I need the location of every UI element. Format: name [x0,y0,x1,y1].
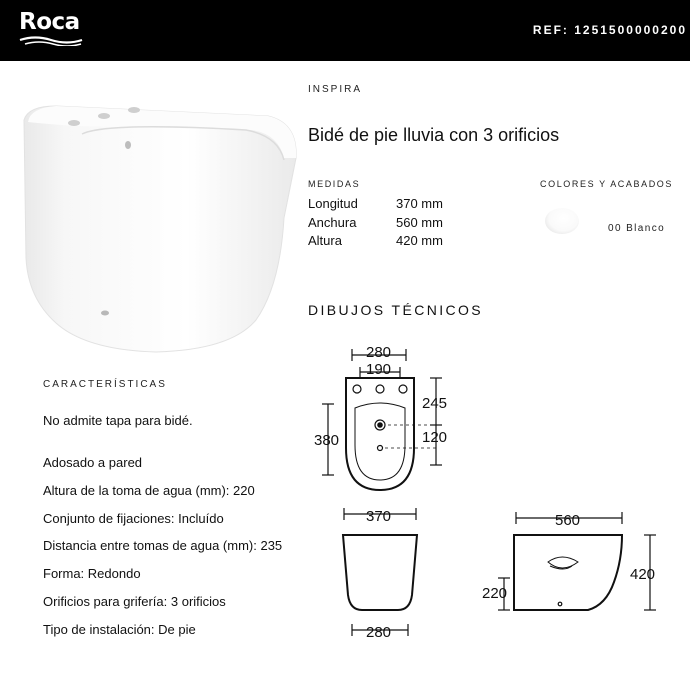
colores-heading: COLORES Y ACABADOS [540,179,674,189]
feature-item: Forma: Redondo [43,566,141,581]
caracteristicas-heading: CARACTERÍSTICAS [43,379,167,390]
medida-row [308,232,443,251]
dim-top-245: 245 [422,395,448,412]
medidas-table [308,195,443,251]
dim-side-length: 560 [555,512,581,529]
technical-drawings [300,330,690,650]
feature-item: Distancia entre tomas de agua (mm): 235 [43,538,283,553]
color-name: 00 Blanco [608,223,666,234]
product-image [16,98,300,360]
medida-label: Altura [308,233,342,248]
feature-item: Adosado a pared [43,455,143,470]
reference-number: REF: 1251500000200 [532,23,687,37]
logo-wave-icon [19,36,83,46]
technical-drawings-heading: DIBUJOS TÉCNICOS [308,302,484,318]
dim-side-inlet: 220 [482,585,508,602]
dim-front-bottom-width: 280 [366,624,392,641]
dim-side-height: 420 [630,566,656,583]
feature-item: Altura de la toma de agua (mm): 220 [43,483,255,498]
medidas-heading: MEDIDAS [308,179,361,189]
product-series: INSPIRA [308,84,363,95]
feature-item: Conjunto de fijaciones: Incluído [43,511,224,526]
dim-top-120: 120 [422,429,448,446]
feature-item: Tipo de instalación: De pie [43,622,196,637]
feature-item: Orificios para grifería: 3 orificios [43,594,226,609]
roca-logo[interactable] [19,8,80,36]
header-bar [0,0,690,61]
medida-row [308,214,443,233]
dim-top-depth: 380 [314,432,340,449]
dim-top-outer-width: 280 [366,344,392,361]
medida-value: 370 mm [396,196,443,211]
medida-label: Anchura [308,214,357,230]
medida-value: 560 mm [396,214,443,230]
medida-row [308,195,443,214]
dim-top-inner-width: 190 [366,361,392,378]
product-title: Bidé de pie lluvia con 3 orificios [308,125,560,145]
brand-name: Roca [19,9,80,35]
medida-value: 420 mm [396,233,443,248]
feature-item: No admite tapa para bidé. [43,413,193,428]
color-swatch-blanco[interactable] [545,208,579,234]
dim-front-width: 370 [366,508,392,525]
medida-label: Longitud [308,196,358,211]
